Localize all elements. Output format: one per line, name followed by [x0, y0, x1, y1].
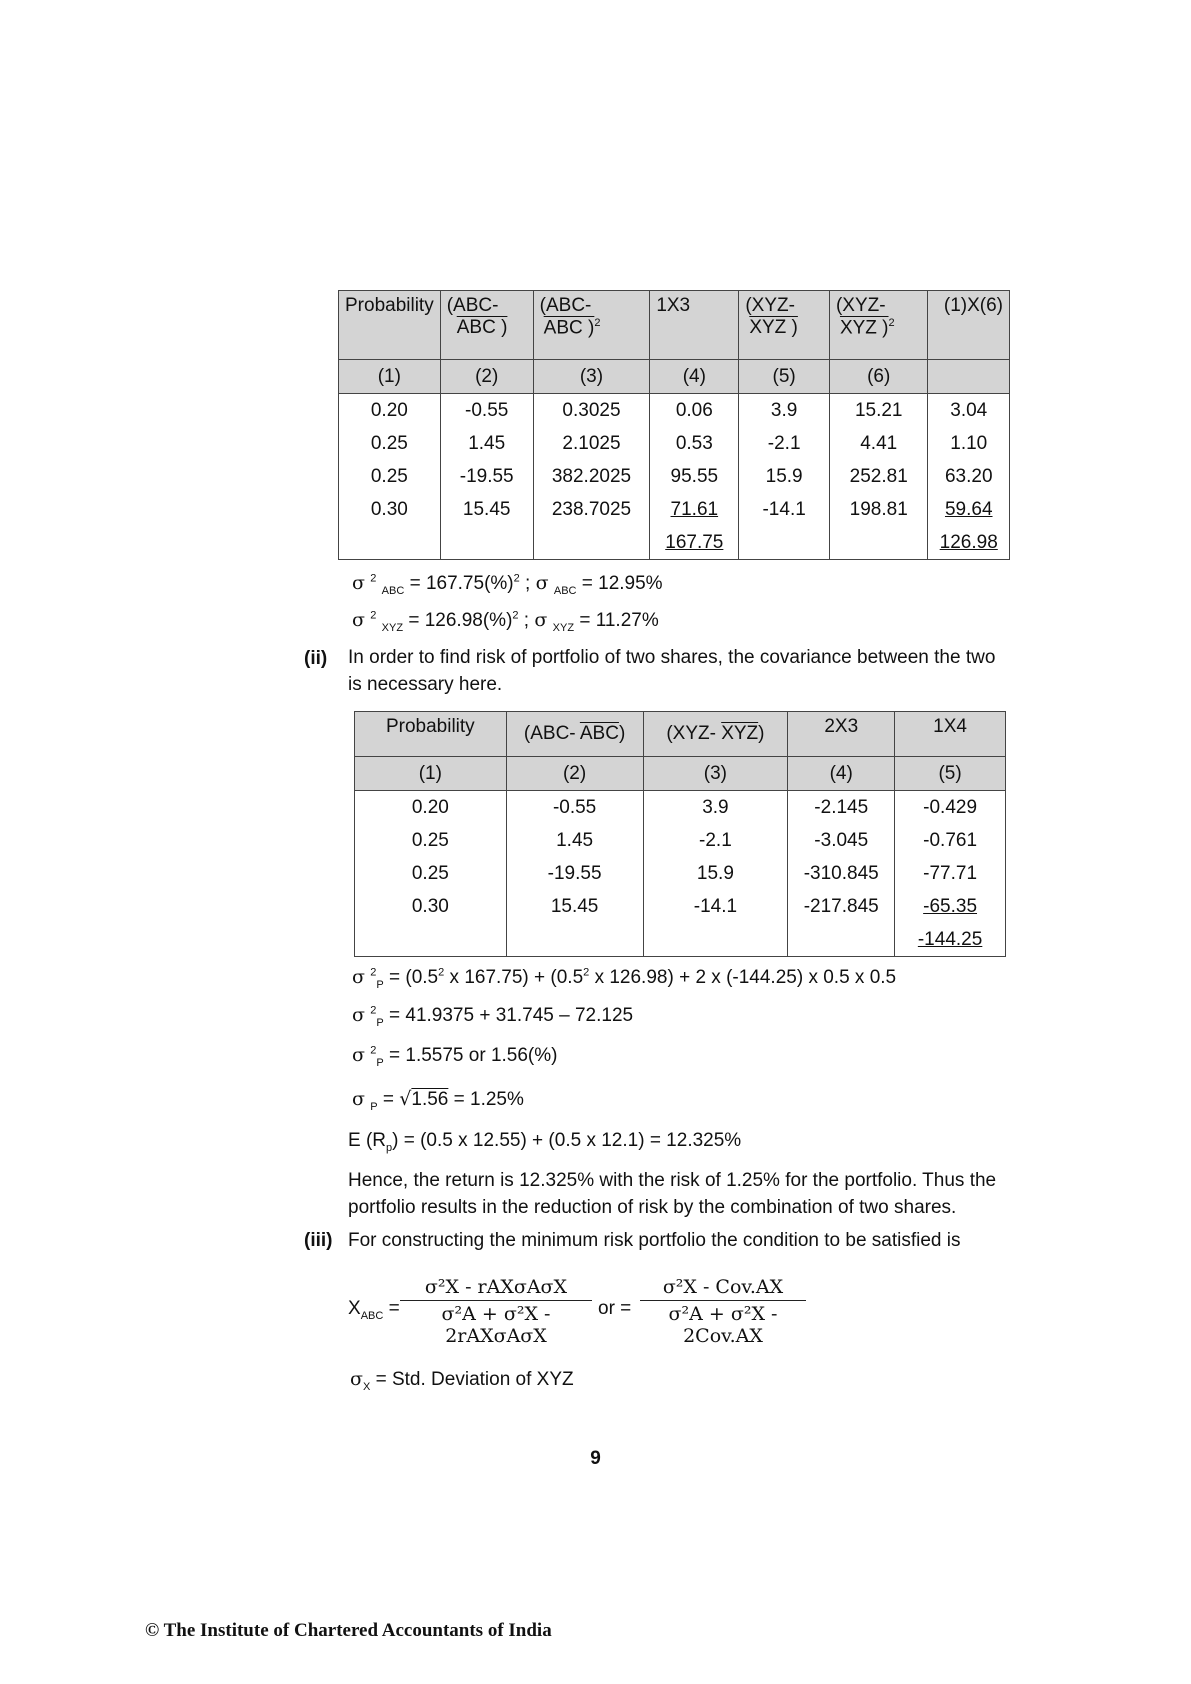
- formula-fraction-2: [640, 1276, 806, 1347]
- table-1-number-row: [339, 360, 1010, 394]
- t1-cell: 238.7025: [533, 493, 650, 526]
- t2-cell: 0.25: [355, 857, 507, 890]
- t1-cell: -19.55: [440, 460, 533, 493]
- t1-num: (5): [739, 360, 830, 394]
- t1-h-abc-sq: (ABC- ABC )$^2$: [533, 291, 650, 360]
- table-2: [354, 711, 1006, 957]
- t1-cell: -14.1: [739, 493, 830, 526]
- t2-cell: 15.9: [643, 857, 788, 890]
- t1-cell: 3.04: [928, 394, 1010, 428]
- expected-return-eq: E $(R_p) = (0.5$ x 12.55) + (0.5 x 12.1) = 12.325%: [348, 1130, 742, 1154]
- table-row: [339, 493, 1010, 526]
- table-2-total-row: [355, 923, 1006, 957]
- t1-cell: 252.81: [829, 460, 928, 493]
- t1-cell: 2.1025: [533, 427, 650, 460]
- section-iii-text: For constructing the minimum risk portfolio the condition to be satisfied is: [348, 1230, 961, 1251]
- t2-cell: -0.55: [506, 791, 643, 825]
- t2-cell: -2.145: [788, 791, 895, 825]
- table-row: [355, 791, 1006, 825]
- t2-cell: 1.45: [506, 824, 643, 857]
- t1-cell: 71.61: [650, 493, 739, 526]
- t2-num: (5): [895, 757, 1006, 791]
- t2-num: (4): [788, 757, 895, 791]
- t1-num: (4): [650, 360, 739, 394]
- t2-cell: 0.20: [355, 791, 507, 825]
- table-row: [339, 427, 1010, 460]
- t2-h-probability: Probability: [355, 712, 507, 757]
- t2-num: (3): [643, 757, 788, 791]
- t2-cell: -19.55: [506, 857, 643, 890]
- t2-cell: -310.845: [788, 857, 895, 890]
- formula-numerator-1: σ²X - rAXσAσX: [400, 1276, 592, 1301]
- t2-cell: -217.845: [788, 890, 895, 923]
- t1-cell: 0.25: [339, 460, 441, 493]
- t2-cell: 0.25: [355, 824, 507, 857]
- variance-abc-line: σ $^2$ $_{ABC}$ = 167.75(%)$^2$ ; σ $_{ABC}$ = 12.95%: [352, 572, 663, 597]
- portfolio-sd-eq: σ $_P$ = √1.56 = 1.25%: [352, 1088, 524, 1113]
- t1-cell: 1.10: [928, 427, 1010, 460]
- t1-cell: 15.9: [739, 460, 830, 493]
- t1-cell: 0.30: [339, 493, 441, 526]
- portfolio-variance-result: σ $^2_P$ = 1.5575 or 1.56(%): [352, 1044, 558, 1069]
- formula-denominator-2: σ²A + σ²X - 2Cov.AX: [668, 1303, 778, 1347]
- t1-cell: 95.55: [650, 460, 739, 493]
- t1-cell: 0.20: [339, 394, 441, 428]
- t1-cell: 0.53: [650, 427, 739, 460]
- formula-denominator-1: σ²A + σ²X - 2rAXσAσX: [441, 1303, 551, 1347]
- t2-cell: 15.45: [506, 890, 643, 923]
- t1-cell: 59.64: [928, 493, 1010, 526]
- t2-cell: -0.761: [895, 824, 1006, 857]
- t1-num: [928, 360, 1010, 394]
- formula-or: or =: [598, 1298, 632, 1319]
- t1-cell: -2.1: [739, 427, 830, 460]
- portfolio-variance-sum: σ $^2_P$ = 41.9375 + 31.745 – 72.125: [352, 1004, 634, 1029]
- t1-h-abc-dev: (ABC- ABC ): [440, 291, 533, 360]
- t2-num: (2): [506, 757, 643, 791]
- t1-cell: 3.9: [739, 394, 830, 428]
- table-row: [339, 394, 1010, 428]
- t2-cell: 0.30: [355, 890, 507, 923]
- t2-cell: -3.045: [788, 824, 895, 857]
- table-row: [355, 890, 1006, 923]
- t2-total-col5: -144.25: [895, 923, 1006, 957]
- t2-cell: -0.429: [895, 791, 1006, 825]
- t2-h-xyz-dev: (XYZ- $\overline{XYZ}$): [643, 712, 788, 757]
- t1-cell: -0.55: [440, 394, 533, 428]
- section-iii-label: (iii): [304, 1230, 333, 1251]
- t2-cell: -77.71: [895, 857, 1006, 890]
- t1-total-col4: 167.75: [650, 526, 739, 560]
- sigma-x-definition: $\sigma_X$ = Std. Deviation of XYZ: [350, 1368, 574, 1393]
- page-number: 9: [590, 1448, 601, 1469]
- t1-cell: 0.25: [339, 427, 441, 460]
- t1-h-1x3: 1X3: [650, 291, 739, 360]
- t1-cell: 0.06: [650, 394, 739, 428]
- portfolio-variance-eq: σ $^2_P = (0.5^2$ x $167.75) + (0.5^2$ x 126.98) + 2 x (-144.25) x 0.5 x 0.5: [352, 966, 897, 991]
- t1-cell: 63.20: [928, 460, 1010, 493]
- formula-numerator-2: σ²X - Cov.AX: [640, 1276, 806, 1301]
- section-ii-text: In order to find risk of portfolio of two shares, the covariance between the two is necessary here.: [348, 647, 996, 695]
- t1-cell: 0.3025: [533, 394, 650, 428]
- formula-fraction-1: [400, 1276, 592, 1347]
- table-2-header-row: [355, 712, 1006, 757]
- section-ii-label: (ii): [304, 648, 328, 669]
- t1-cell: 1.45: [440, 427, 533, 460]
- formula-lhs: $X_{ABC}$ =: [348, 1298, 400, 1322]
- t2-cell: 3.9: [643, 791, 788, 825]
- t1-h-xyz-dev: (XYZ- XYZ ): [739, 291, 830, 360]
- table-1-header-row: [339, 291, 1010, 360]
- t1-h-xyz-sq: (XYZ- XYZ )$^2$: [829, 291, 928, 360]
- t2-cell: -14.1: [643, 890, 788, 923]
- t1-num: (3): [533, 360, 650, 394]
- table-2-number-row: [355, 757, 1006, 791]
- t1-cell: 15.21: [829, 394, 928, 428]
- table-1: [338, 290, 1010, 560]
- t2-h-abc-dev: (ABC- $\overline{ABC}$): [506, 712, 643, 757]
- t2-h-1x4: 1X4: [895, 712, 1006, 757]
- t2-num: (1): [355, 757, 507, 791]
- t2-h-2x3: 2X3: [788, 712, 895, 757]
- t2-cell: -2.1: [643, 824, 788, 857]
- t1-num: (2): [440, 360, 533, 394]
- t1-h-1x6: (1)X(6): [928, 291, 1010, 360]
- t1-num: (6): [829, 360, 928, 394]
- t1-total-col7: 126.98: [928, 526, 1010, 560]
- conclusion-text: Hence, the return is 12.325% with the risk of 1.25% for the portfolio. Thus the portfolio results in the reduction of risk by the combination of two shares.: [348, 1170, 997, 1218]
- table-row: [355, 824, 1006, 857]
- t1-num: (1): [339, 360, 441, 394]
- table-row: [355, 857, 1006, 890]
- table-row: [339, 460, 1010, 493]
- t1-cell: 4.41: [829, 427, 928, 460]
- footer-copyright: © The Institute of Chartered Accountants of India: [145, 1620, 552, 1641]
- t1-h-probability: Probability: [339, 291, 441, 360]
- table-1-total-row: [339, 526, 1010, 560]
- variance-xyz-line: σ $^2$ $_{XYZ}$ = 126.98(%)$^2$ ; σ $_{XYZ}$ = 11.27%: [352, 609, 659, 634]
- t1-cell: 15.45: [440, 493, 533, 526]
- t1-cell: 382.2025: [533, 460, 650, 493]
- t1-cell: 198.81: [829, 493, 928, 526]
- t2-cell: -65.35: [895, 890, 1006, 923]
